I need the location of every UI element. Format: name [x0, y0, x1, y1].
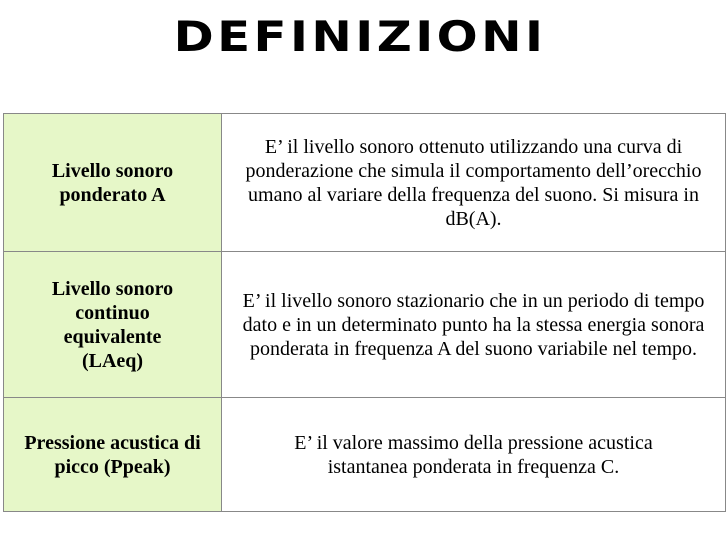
term-cell	[4, 398, 222, 512]
term-label: Livello sonoro ponderato A	[51, 159, 174, 206]
table-row	[4, 398, 726, 512]
term-label: Pressione acustica di picco (Ppeak)	[24, 431, 201, 478]
definition-cell	[222, 252, 726, 398]
definitions-table	[3, 113, 726, 512]
definition-text: E’ il livello sonoro stazionario che in un periodo di tempo dato e in un determinato punto ha la stessa energia sonora ponderata in frequenza A del suono variabile nel tempo.	[242, 289, 705, 360]
page-title: DEFINIZIONI	[173, 12, 547, 61]
term-cell	[4, 114, 222, 252]
term-label: Livello sonoro continuo equivalente (LAeq)	[51, 277, 174, 372]
term-cell	[4, 252, 222, 398]
table-row	[4, 114, 726, 252]
definition-text: E’ il valore massimo della pressione acustica istantanea ponderata in frequenza C.	[294, 431, 653, 478]
definition-cell	[222, 398, 726, 512]
definition-cell	[222, 114, 726, 252]
table-row	[4, 252, 726, 398]
definition-text: E’ il livello sonoro ottenuto utilizzando una curva di ponderazione che simula il comportamento dell’orecchio umano al variare della frequenza del suono. Si misura in dB(A).	[245, 135, 702, 230]
